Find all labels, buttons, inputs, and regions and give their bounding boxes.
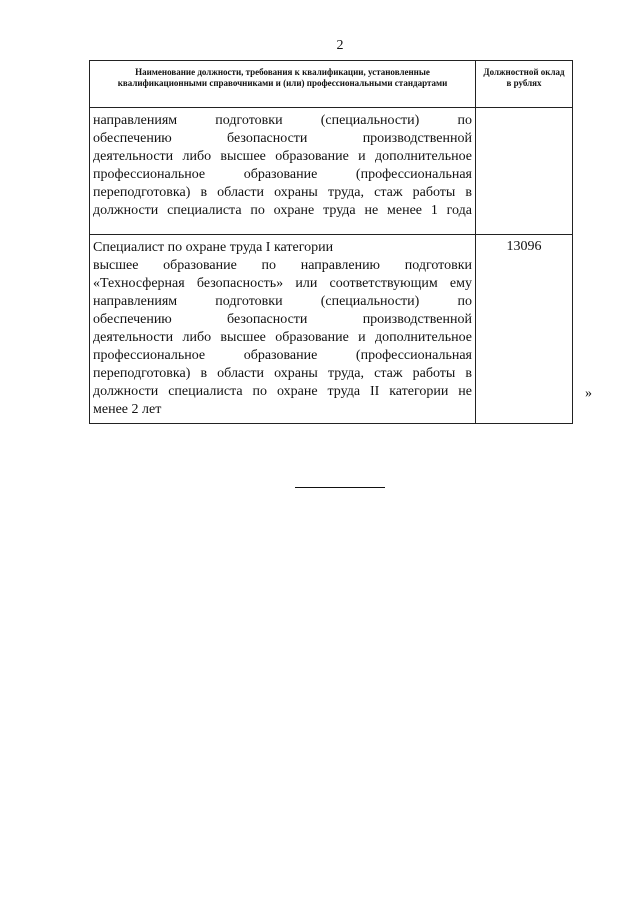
text-line: должности специалиста по охране труда II категории не [93, 384, 472, 399]
text-line: высшее образование по направлению подготовки [93, 258, 472, 273]
text-line: профессиональное образование (профессиональная [93, 348, 472, 363]
separator-line [295, 487, 385, 488]
text-line: переподготовка) в области охраны труда, стаж работы в [93, 366, 472, 381]
table-row [90, 235, 573, 424]
table-row [90, 108, 573, 235]
header-salary: Должностной оклад в рублях [476, 61, 573, 108]
salary-cell [476, 108, 573, 235]
requirements-cell [90, 235, 476, 424]
text-line: обеспечению безопасности производственной [93, 131, 472, 146]
table-header-row [90, 61, 573, 108]
requirements-cell [90, 108, 476, 235]
text-line: деятельности либо высшее образование и дополнительное [93, 149, 472, 164]
text-line: обеспечению безопасности производственной [93, 312, 472, 327]
text-line: переподготовка) в области охраны труда, стаж работы в [93, 185, 472, 200]
text-line: направлениям подготовки (специальности) по [93, 113, 472, 128]
closing-quote: » [585, 386, 592, 401]
text-line: деятельности либо высшее образование и дополнительное [93, 330, 472, 345]
position-title: Специалист по охране труда I категории [93, 240, 334, 255]
text-line: «Техносферная безопасность» или соответствующим ему [93, 276, 472, 291]
page-number: 2 [336, 38, 344, 53]
text-line: должности специалиста по охране труда не менее 1 года [93, 203, 472, 218]
salary-cell: 13096 [476, 235, 573, 424]
header-position-requirements: Наименование должности, требования к квалификации, установленные квалификационными справочниками и (или) профессиональными стандартами [90, 61, 476, 108]
text-line: менее 2 лет [93, 402, 162, 417]
qualification-table [89, 60, 573, 424]
text-line: направлениям подготовки (специальности) по [93, 294, 472, 309]
text-line: профессиональное образование (профессиональная [93, 167, 472, 182]
